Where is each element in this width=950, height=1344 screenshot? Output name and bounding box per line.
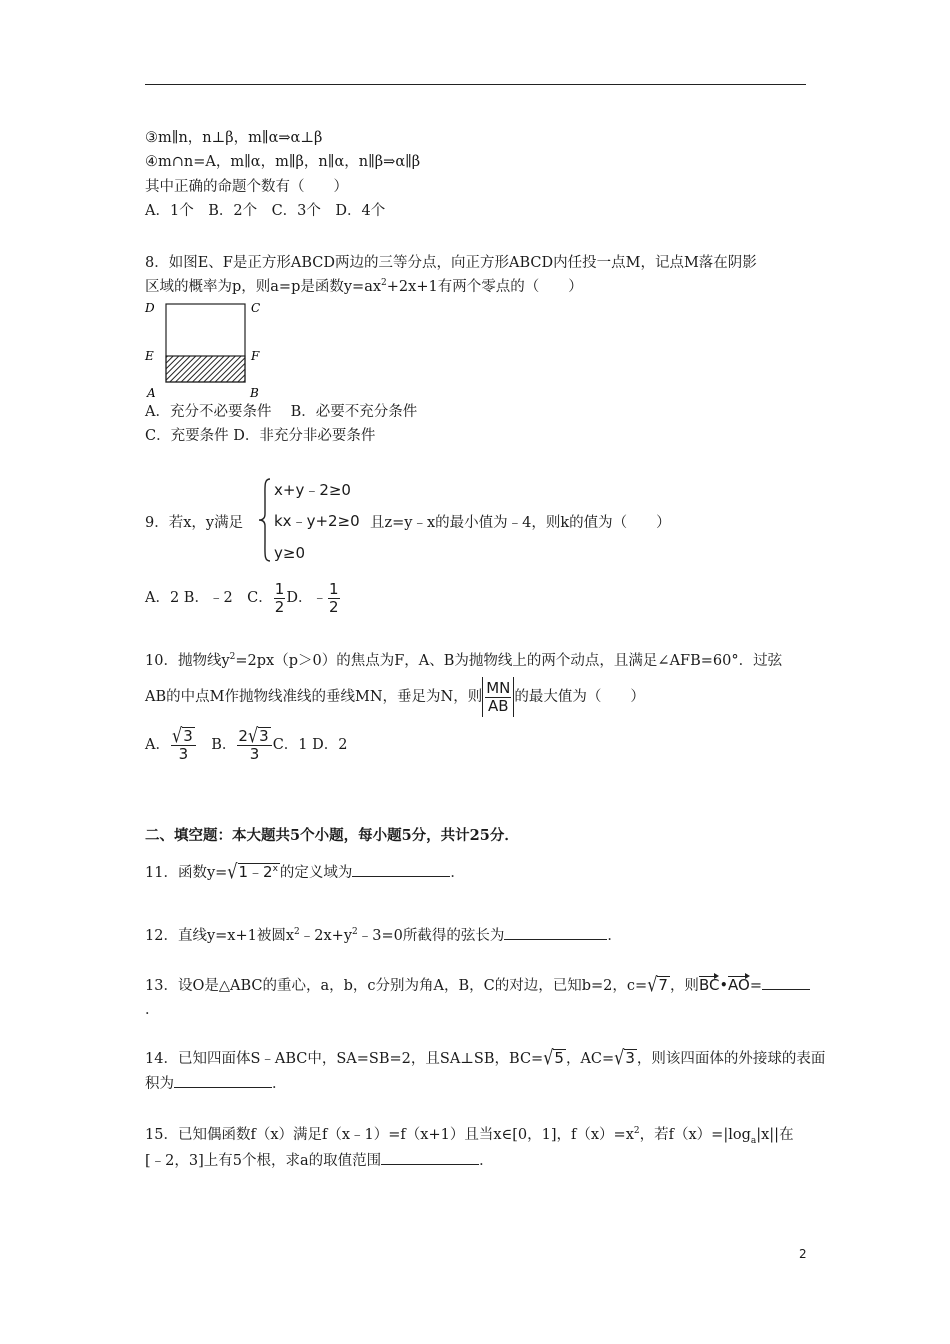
q14-line-1: 14．已知四面体S﹣ABC中，SA=SB=2，且SA⊥SB，BC=√5 ，AC=√3 ，则该四面体的外接球的表面 <box>145 1045 826 1070</box>
label-D: D <box>145 301 155 315</box>
q15-line-2: [﹣2，3]上有5个根，求a的取值范围 ． <box>145 1150 494 1171</box>
page-number: 2 <box>799 1247 807 1261</box>
q15-answer-blank <box>381 1150 479 1165</box>
q9-tail: 且z=y﹣x的最小值为﹣4，则k的值为（ ） <box>370 515 671 531</box>
section-2-heading: 二、填空题：本大题共5个小题，每小题5分，共计25分． <box>145 827 519 844</box>
q8-options-1: A．充分不必要条件 B．必要不充分条件 <box>145 404 418 420</box>
q14-sqrt-5: √5 <box>543 1045 564 1070</box>
q13-sqrt: √7 <box>647 972 668 997</box>
q7-statement-4: ④m∩n=A，m∥α，m∥β，n∥α，n∥β⇒α∥β <box>145 154 421 170</box>
q14-sqrt-3: √3 <box>614 1045 635 1070</box>
q10-line-1: 10．抛物线$y^2=2px(p>0)$的焦点为F，A、B为抛物线上的两个动点，且满足∠AFB=60°．过弦 <box>145 652 783 669</box>
q9-inequality-system <box>258 474 368 566</box>
q10-option-b-fraction: $\frac{2√3}{3}$ <box>237 727 271 763</box>
q11-answer-blank <box>352 862 450 877</box>
q14-answer-blank <box>174 1073 272 1088</box>
q9-ineq-1: x+y﹣2≥0 <box>274 481 351 499</box>
label-F: F <box>251 349 260 363</box>
q13-vector-bc: BC <box>698 976 720 994</box>
label-C: C <box>251 301 261 315</box>
q11-sqrt: √1﹣2$^x$ <box>227 859 278 884</box>
q7-options: A．1个 B．2个 C．3个 D．4个 <box>145 203 386 219</box>
q10-abs-fraction: $\frac{MN}{AB}$ <box>482 677 514 717</box>
q12: 12．直线y=x+1被圆$x^2﹣2x+y^2﹣3=0$所截得的弦长为 ． <box>145 925 622 946</box>
q13: 13．设O是△ABC的重心，a，b，c分别为角A，B，C的对边，已知b=2，c=√7 ，则BC•AO= <box>145 975 810 996</box>
q8-figure-square <box>140 298 270 402</box>
q9-ineq-3: y≥0 <box>274 544 305 562</box>
q13-answer-blank <box>762 975 810 990</box>
q8-line-2: 区域的概率为p，则a=p是函数$y=ax^2+2x+1$有两个零点的（ ） <box>145 278 583 295</box>
label-A: A <box>147 386 156 400</box>
q9-option-d-fraction: $\frac{1}{2}$ <box>328 579 339 616</box>
q8-line-1: 8．如图E、F是正方形ABCD两边的三等分点，向正方形ABCD内任投一点M，记点M落在阴影 <box>145 255 757 271</box>
label-E: E <box>145 349 154 363</box>
q9-brace-icon <box>258 478 272 562</box>
header-rule <box>145 84 806 85</box>
q15-line-1: 15．已知偶函数f（x）满足f（x﹣1）=f（x+1）且当x∈[0，1]，$f(x)=x^2$，若$f(x)=|\log_a|x||$在 <box>145 1126 794 1146</box>
q14-line-2: 积为 ． <box>145 1073 287 1094</box>
q9-options: A．2 B．﹣2 C． $\frac{1}{2}$ D．﹣ $\frac{1}{2}$ <box>145 579 339 616</box>
q7-statement-3: ③m∥n，n⊥β，m∥α⇒α⊥β <box>145 130 323 146</box>
q8-options-2: C．充要条件 D．非充分非必要条件 <box>145 428 376 444</box>
q9-option-c-fraction: $\frac{1}{2}$ <box>274 579 285 616</box>
q13-end: ． <box>145 1002 160 1018</box>
q11: 11．函数$y=√1﹣2^x$ 的定义域为 ． <box>145 859 465 884</box>
q7-prompt: 其中正确的命题个数有（ ） <box>145 179 348 195</box>
q10-options: A． $\frac{√3}{3}$ B． $\frac{2√3}{3}$ C．1 D．2 <box>145 723 348 763</box>
q10-option-a-fraction: $\frac{√3}{3}$ <box>171 727 196 763</box>
q10-line-2: AB的中点M作抛物线准线的垂线MN，垂足为N，则 $\frac{MN}{AB}$ 的最大值为（ ） <box>145 677 645 717</box>
q12-answer-blank <box>504 925 607 940</box>
q13-vector-ao: AO <box>728 976 750 994</box>
q9-lead: 9．若x，y满足 <box>145 515 244 531</box>
q9-ineq-2: kx﹣y+2≥0 <box>274 512 360 530</box>
label-B: B <box>250 386 259 400</box>
